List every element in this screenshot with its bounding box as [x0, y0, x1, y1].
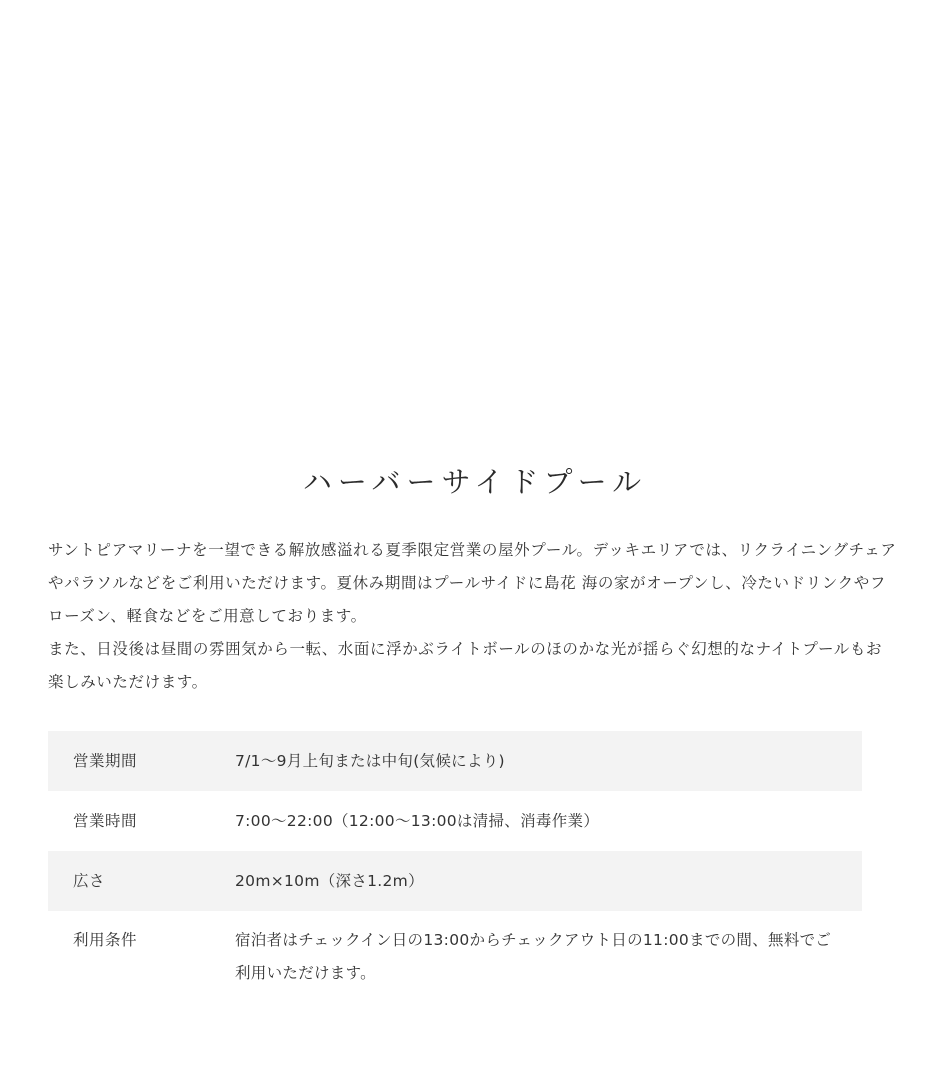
section-description: [48, 534, 898, 699]
description-paragraph: また、日没後は昼間の雰囲気から一転、水面に浮かぶライトボールのほのかな光が揺らぐ幻想的なナイトプールもお楽しみいただけます。: [48, 640, 883, 691]
info-label: 営業期間: [73, 751, 138, 770]
info-row-period: [48, 731, 862, 791]
info-label: 利用条件: [73, 931, 138, 949]
info-value: 20m×10m（深さ1.2m）: [235, 871, 424, 890]
section-title: ハーバーサイドプール: [302, 465, 648, 499]
info-table: [48, 731, 862, 1003]
info-value: 7/1～9月上旬または中旬(気候により): [235, 751, 505, 770]
info-value: 7:00～22:00（12:00～13:00は清掃、消毒作業）: [235, 811, 600, 830]
description-paragraph: サントピアマリーナを一望できる解放感溢れる夏季限定営業の屋外プール。デッキエリアでは、リクライニングチェアやパラソルなどをご利用いただけます。夏休み期間はプールサイドに島花 海の家がオープンし、冷たいドリンクやフローズン、軽食などをご用意しております。: [48, 541, 897, 625]
info-row-conditions: [48, 911, 862, 1003]
info-row-size: [48, 851, 862, 911]
info-label: 営業時間: [73, 811, 138, 830]
info-label: 広さ: [73, 871, 106, 890]
hero-image-area: [0, 0, 950, 425]
info-value: 宿泊者はチェックイン日の13:00からチェックアウト日の11:00までの間、無料でご利用いただけます。: [235, 931, 832, 982]
info-row-hours: [48, 791, 862, 851]
